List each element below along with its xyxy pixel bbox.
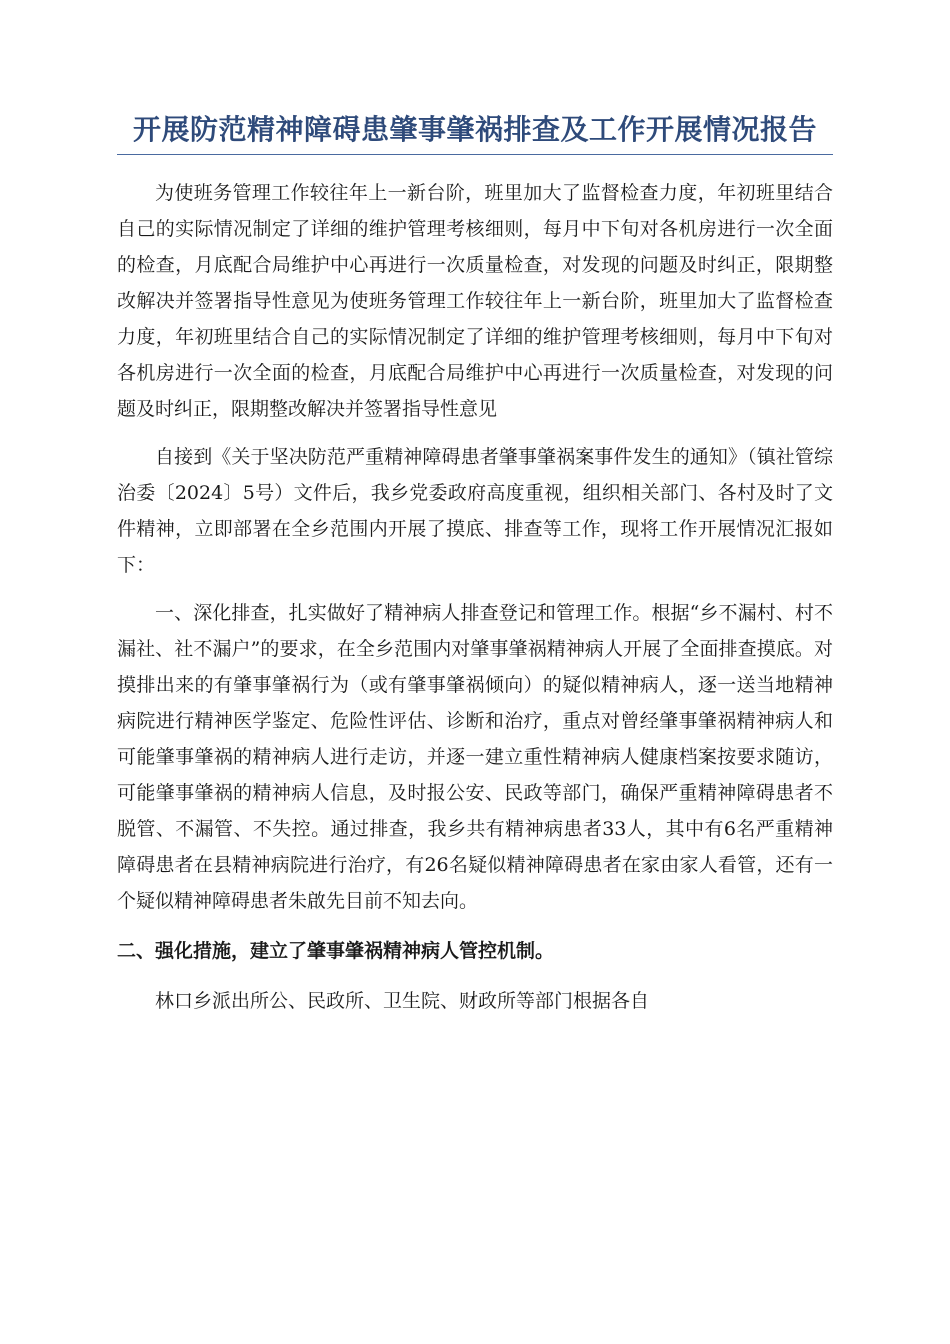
paragraph-notice: 自接到《关于坚决防范严重精神障碍患者肇事肇祸案事件发生的通知》（镇社管综治委〔2024〕5号）文件后，我乡党委政府高度重视，组织相关部门、各村及时了文件精神，立即部署在全乡范围内开展了摸底、排查等工作，现将工作开展情况汇报如下： [117, 446, 833, 576]
paragraph-intro: 为使班务管理工作较往年上一新台阶，班里加大了监督检查力度，年初班里结合自己的实际情况制定了详细的维护管理考核细则，每月中下旬对各机房进行一次全面的检查，月底配合局维护中心再进行一次质量检查，对发现的问题及时纠正，限期整改解决并签署指导性意见为使班务管理工作较往年上一新台阶，班里加大了监督检查力度，年初班里结合自己的实际情况制定了详细的维护管理考核细则，每月中下旬对各机房进行一次全面的检查，月底配合局维护中心再进行一次质量检查，对发现的问题及时纠正，限期整改解决并签署指导性意见 [117, 182, 833, 420]
document-page [117, 108, 833, 1019]
paragraph-section-two: 林口乡派出所公、民政所、卫生院、财政所等部门根据各自 [155, 990, 650, 1012]
section-two-heading: 二、强化措施，建立了肇事肇祸精神病人管控机制。 [117, 940, 555, 962]
document-title: 开展防范精神障碍患肇事肇祸排查及工作开展情况报告 [117, 108, 833, 155]
paragraph-section-one: 一、深化排查，扎实做好了精神病人排查登记和管理工作。根据“乡不漏村、村不漏社、社不漏户”的要求，在全乡范围内对肇事肇祸精神病人开展了全面排查摸底。对摸排出来的有肇事肇祸行为（或有肇事肇祸倾向）的疑似精神病人，逐一送当地精神病院进行精神医学鉴定、危险性评估、诊断和治疗，重点对曾经肇事肇祸精神病人和可能肇事肇祸的精神病人进行走访，并逐一建立重性精神病人健康档案按要求随访，可能肇事肇祸的精神病人信息，及时报公安、民政等部门，确保严重精神障碍患者不脱管、不漏管、不失控。通过排查，我乡共有精神病患者33人，其中有6名严重精神障碍患者在县精神病院进行治疗，有26名疑似精神障碍患者在家由家人看管，还有一个疑似精神障碍患者朱啟先目前不知去向。 [117, 602, 833, 912]
